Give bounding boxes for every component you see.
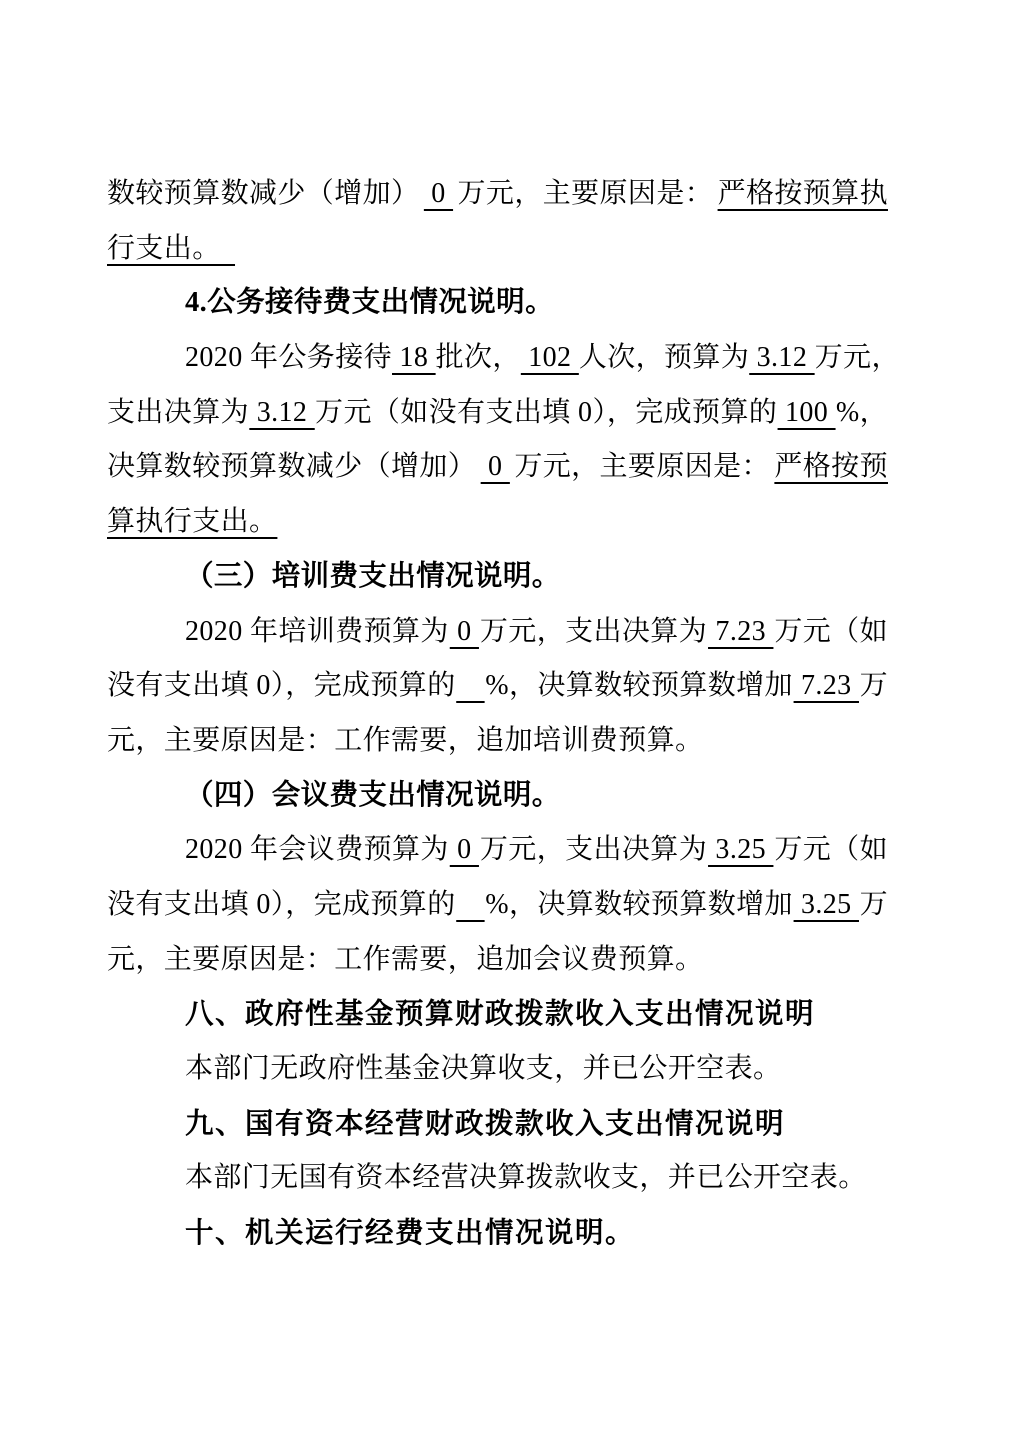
line-meeting-stats-2 [107,878,888,933]
text-run: 批次， [435,342,521,374]
text-run: 没有支出填 0），完成预算的 [107,670,456,702]
line-meeting-stats-1 [107,823,888,878]
text-run: 4.公务接待费支出情况说明。 [185,287,554,319]
text-run: 数较预算数减少（增加） [107,178,420,209]
underlined-value: 100 [777,396,836,428]
text-run: 万元（如没有支出填 0），完成预算的 [315,396,778,428]
heading-training-expense [107,550,888,605]
line-meeting-stats-3 [107,933,888,988]
text-run: 万元（如 [774,834,888,866]
heading-state-capital [107,1097,888,1152]
text-run: 2020 年会议费预算为 [185,834,449,866]
underlined-value: 18 [392,342,436,374]
underlined-value: 3.12 [749,342,815,374]
document-content [107,167,900,1261]
text-run: 本部门无政府性基金决算收支，并已公开空表。 [185,1053,782,1084]
underlined-value: 严格按预算执 [717,178,888,209]
underlined-value: 0 [423,178,454,209]
underlined-value: 0 [449,834,479,866]
text-run: 万元，支出决算为 [479,615,708,647]
text-run: %，决算数较预算数增加 [485,670,793,702]
underlined-value: 7.23 [708,615,774,647]
underlined-value: 0 [449,615,479,647]
text-run: 十、机关运行经费支出情况说明。 [185,1217,636,1250]
text-run: 万元，主要原因是： [514,451,770,483]
text-run: 万 [859,670,888,702]
line-reception-stats-2 [107,386,888,441]
text-run: 万元，支出决算为 [479,834,708,866]
text-run: 万元（如 [774,615,888,647]
text-run: 2020 年公务接待 [185,342,393,374]
line-prev-section-reason [107,167,888,222]
text-run: 没有支出填 0），完成预算的 [107,888,456,920]
underlined-value: 3.25 [793,888,859,920]
text-run: 人次，预算为 [578,342,750,374]
underlined-value: 3.25 [708,834,774,866]
underlined-value: 严格按预 [774,451,888,483]
heading-official-reception-expense [107,276,888,331]
text-run: 万元，主要原因是： [457,178,714,209]
text-run: 八、政府性基金预算财政拨款收入支出情况说明 [185,998,816,1031]
text-run: %， [835,396,888,428]
text-run: （三）培训费支出情况说明。 [185,560,561,592]
text-run: 万元， [814,342,900,374]
underlined-value: 算执行支出。 [107,506,278,538]
line-reception-stats-1 [107,331,900,386]
line-reception-stats-3 [107,440,888,495]
text-run: 九、国有资本经营财政拨款收入支出情况说明 [185,1107,786,1140]
text-run: 决算数较预算数减少（增加） [107,451,477,483]
underlined-value [456,878,484,933]
line-prev-section-reason-end [107,222,888,277]
text-run: 2020 年培训费预算为 [185,615,449,647]
underlined-value: 行支出。 [107,232,236,264]
text-run: %，决算数较预算数增加 [485,888,793,920]
underlined-value [456,659,484,714]
text-run: 元，主要原因是：工作需要，追加会议费预算。 [107,943,704,975]
underlined-value: 102 [520,342,579,374]
line-training-stats-3 [107,714,888,769]
heading-meeting-expense [107,769,888,824]
underlined-value: 7.23 [793,670,859,702]
text-run: 元，主要原因是：工作需要，追加培训费预算。 [107,724,704,756]
text-run: 万 [859,888,888,920]
line-reception-stats-4 [107,495,888,550]
line-training-stats-1 [107,605,888,660]
underlined-value: 3.12 [249,396,315,428]
text-run: （四）会议费支出情况说明。 [185,779,561,811]
heading-gov-fund-budget [107,987,888,1042]
line-gov-fund-note [107,1042,888,1097]
heading-agency-operating-expense [107,1206,888,1261]
line-training-stats-2 [107,659,888,714]
text-run: 支出决算为 [107,396,250,428]
line-state-capital-note [107,1151,888,1206]
text-run: 本部门无国有资本经营决算拨款收支，并已公开空表。 [185,1162,867,1194]
underlined-value: 0 [480,451,510,483]
